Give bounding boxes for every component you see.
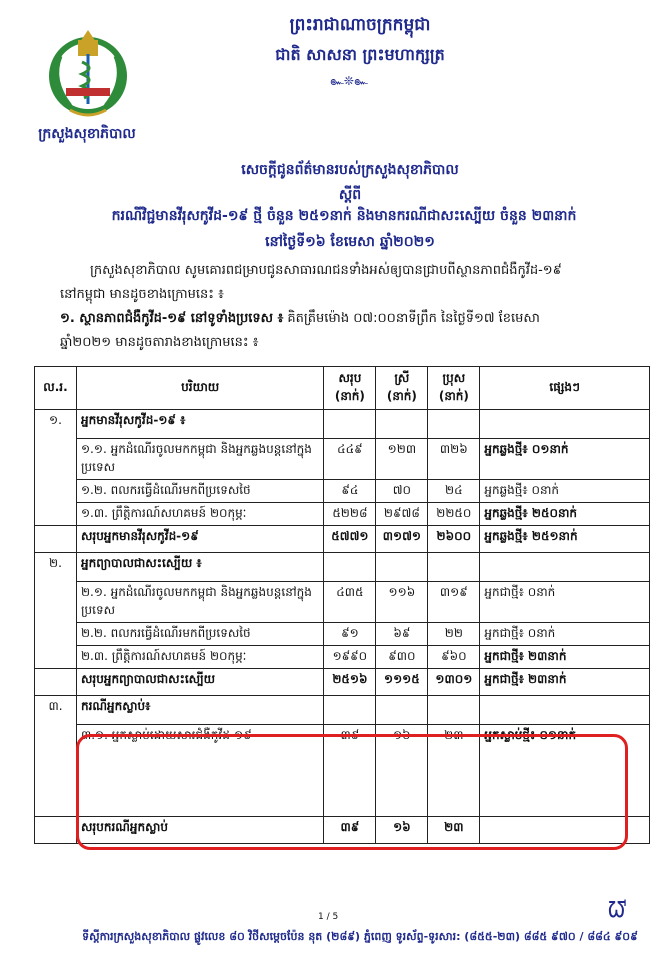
row-female: ៩៣០: [376, 646, 428, 669]
headline-line-2: នៅថ្ងៃទី១៦ ខែមេសា ឆ្នាំ២០២១: [265, 234, 435, 250]
header-no: ល.រ.: [35, 367, 77, 410]
table-row: [35, 582, 650, 623]
empty-cell: [324, 696, 376, 725]
sum-other: អ្នកជាថ្មី៖ ២៣នាក់: [480, 669, 650, 696]
empty-cell: [324, 410, 376, 439]
table-row: [35, 646, 650, 669]
signature-mark: ᘺ: [608, 898, 627, 923]
section-heading: [60, 310, 650, 329]
group-title: អ្នកមានវីរុសកូវីដ-១៩ ៖: [76, 410, 323, 439]
empty-cell: [480, 553, 650, 582]
table-group-row: [35, 553, 650, 582]
empty-cell: [480, 696, 650, 725]
table-sum-row: [35, 669, 650, 696]
sum-total: ២៥១៦: [324, 669, 376, 696]
sum-label: សរុបករណីអ្នកស្លាប់: [76, 817, 323, 844]
sum-female: ១១១៥: [376, 669, 428, 696]
row-other: អ្នកឆ្លងថ្មី៖ ០នាក់: [480, 480, 650, 503]
empty-cell: [376, 410, 428, 439]
empty-cell: [376, 553, 428, 582]
section-heading-line-2: ឆ្នាំ២០២១ មានដូចតារាងខាងក្រោមនេះ ៖: [60, 335, 259, 350]
row-description: ៣.១. អ្នកស្លាប់ដោយសារជំងឺកូវីដ-១៩: [76, 725, 323, 817]
row-male: ៣១៩: [428, 582, 480, 623]
row-female: ១២៣: [376, 439, 428, 480]
kingdom-title: ព្រះរាជាណាចក្រកម្ពុជា: [289, 15, 431, 35]
row-male: ២២: [428, 623, 480, 646]
row-female: ៧០: [376, 480, 428, 503]
row-description: ១.១. អ្នកដំណើរចូលមកកម្ពុជា និងអ្នកឆ្លងបន្តនៅក្នុងប្រទេស: [76, 439, 323, 480]
row-description: ២.១. អ្នកដំណើរចូលមកកម្ពុជា និងអ្នកឆ្លងបន្តនៅក្នុងប្រទេស: [76, 582, 323, 623]
row-female: ១១៦: [376, 582, 428, 623]
row-total: ៣៩: [324, 725, 376, 817]
ornament-icon: ๛❊๛: [330, 74, 368, 88]
health-ministry-emblem: [40, 26, 136, 122]
ministry-name: ក្រសួងសុខាភិបាល: [38, 126, 136, 142]
sum-spacer: [35, 526, 77, 553]
group-title: អ្នកព្យាបាលជាសះស្បើយ ៖: [76, 553, 323, 582]
table-row: [35, 623, 650, 646]
table-row: [35, 439, 650, 480]
header-description: បរិយាយ: [76, 367, 323, 410]
row-male: ២២៥០: [428, 503, 480, 526]
sum-spacer: [35, 817, 77, 844]
sum-total: ៣៩: [324, 817, 376, 844]
row-female: ៦៩: [376, 623, 428, 646]
group-title: ករណីអ្នកស្លាប់៖: [76, 696, 323, 725]
footer-address: ទីស្តីការក្រសួងសុខាភិបាល ផ្លូវលេខ ៨០ វិថីសម្តេចប៉ែន នុត (២៨៩) ភ្នំពេញ ទូរស័ព្ទ-ទូរសារ: (៨៥៥-២៣) ៨៨៥ ៩៧០ / ៨៨៤ ៩០៩: [82, 930, 638, 943]
table-header-row: [35, 367, 650, 410]
highlight-box-deaths: [76, 734, 628, 850]
row-female: ១៦: [376, 725, 428, 817]
header-total: សរុប (នាក់): [324, 367, 376, 410]
intro-line-1: ក្រសួងសុខាភិបាល សូមគោរពជម្រាបជូនសាធារណជនទាំងអស់ឲ្យបានជ្រាបពីស្ថានភាពជំងឺកូវីដ-១៩: [90, 263, 562, 278]
row-total: ៤៣៥: [324, 582, 376, 623]
national-motto: ជាតិ សាសនា ព្រះមហាក្សត្រ: [275, 45, 445, 64]
row-description: ១.២. ពលករធ្វើដំណើរមកពីប្រទេសថៃ: [76, 480, 323, 503]
page-number: 1 / 5: [318, 912, 339, 922]
empty-cell: [428, 696, 480, 725]
row-other: អ្នកជាថ្មី៖ ០នាក់: [480, 582, 650, 623]
section-heading-bold: ១. ស្ថានភាពជំងឺកូវីដ-១៩ នៅទូទាំងប្រទេស ៖: [60, 311, 284, 326]
header-male: ប្រុស (នាក់): [428, 367, 480, 410]
sum-male: ១៣០១: [428, 669, 480, 696]
headline-line-1: ករណីវិជ្ជមានវីរុសកូវីដ-១៩ ថ្មី ចំនួន ២៥១នាក់ និងមានករណីជាសះស្បើយ ចំនួន ២៣នាក់: [111, 208, 577, 224]
group-number: ៣.: [35, 696, 77, 817]
table-row: [35, 480, 650, 503]
intro-line-2: នៅកម្ពុជា មានដូចខាងក្រោមនេះ ៖: [60, 287, 224, 302]
row-other: អ្នកស្លាប់ថ្មី៖ ០១នាក់: [480, 725, 650, 817]
empty-cell: [324, 553, 376, 582]
sum-female: ១៦: [376, 817, 428, 844]
row-total: ៩១: [324, 623, 376, 646]
table-row: [35, 503, 650, 526]
row-description: ១.៣. ព្រឹត្តិការណ៍សហគមន៍ ២០កុម្ភៈ: [76, 503, 323, 526]
sum-female: ៣១៧១: [376, 526, 428, 553]
row-male: ៩៦០: [428, 646, 480, 669]
sum-label: សរុបអ្នកមានវីរុសកូវីដ-១៩: [76, 526, 323, 553]
document-title: សេចក្តីជូនព័ត៌មានរបស់ក្រសួងសុខាភិបាល: [241, 162, 459, 178]
row-other: អ្នកជាថ្មី៖ ២៣នាក់: [480, 646, 650, 669]
sum-total: ៥៧៧១: [324, 526, 376, 553]
row-other: អ្នកឆ្លងថ្មី៖ ០១នាក់: [480, 439, 650, 480]
row-other: អ្នកឆ្លងថ្មី៖ ២៥០នាក់: [480, 503, 650, 526]
empty-cell: [480, 410, 650, 439]
row-total: ៥២២៨: [324, 503, 376, 526]
row-other: អ្នកជាថ្មី៖ ០នាក់: [480, 623, 650, 646]
section-heading-rest: គិតត្រឹមម៉ោង ០៧:០០នាទីព្រឹក នៃថ្ងៃទី១៧ ខែមេសា: [283, 311, 540, 326]
sum-male: ២៣: [428, 817, 480, 844]
header-other: ផ្សេងៗ: [480, 367, 650, 410]
row-description: ២.២. ពលករធ្វើដំណើរមកពីប្រទេសថៃ: [76, 623, 323, 646]
header-female: ស្រី (នាក់): [376, 367, 428, 410]
row-male: ២៣: [428, 725, 480, 817]
row-male: ៣២៦: [428, 439, 480, 480]
sum-spacer: [35, 669, 77, 696]
group-number: ១.: [35, 410, 77, 526]
row-male: ២៤: [428, 480, 480, 503]
empty-cell: [376, 696, 428, 725]
row-total: ១៩៩០: [324, 646, 376, 669]
row-description: ២.៣. ព្រឹត្តិការណ៍សហគមន៍ ២០កុម្ភៈ: [76, 646, 323, 669]
group-number: ២.: [35, 553, 77, 669]
sum-male: ២៦០០: [428, 526, 480, 553]
empty-cell: [428, 410, 480, 439]
table-group-row: [35, 410, 650, 439]
table-sum-row: [35, 526, 650, 553]
row-total: ៤៤៩: [324, 439, 376, 480]
row-female: ២៩៧៨: [376, 503, 428, 526]
table-group-row: [35, 696, 650, 725]
row-total: ៩៤: [324, 480, 376, 503]
sum-label: សរុបអ្នកព្យាបាលជាសះស្បើយ: [76, 669, 323, 696]
sum-other: អ្នកឆ្លងថ្មី៖ ២៥១នាក់: [480, 526, 650, 553]
document-about: ស្តីពី: [338, 187, 362, 203]
empty-cell: [428, 553, 480, 582]
